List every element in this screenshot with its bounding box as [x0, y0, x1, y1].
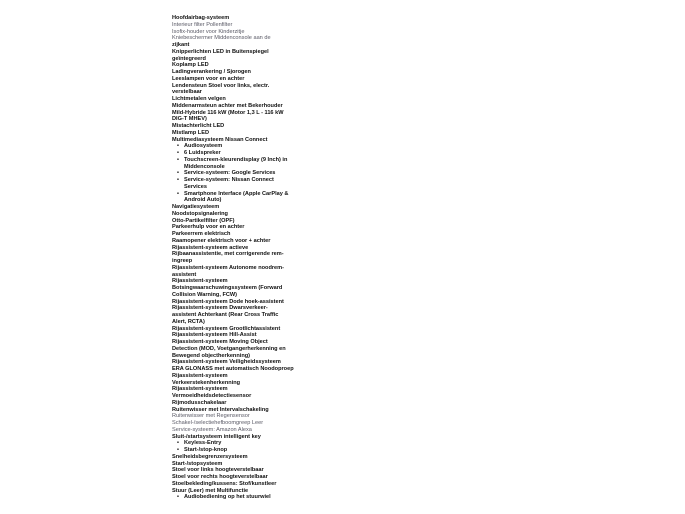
bullet-item: • Service-systeem: Google Services	[172, 170, 372, 177]
list-line: Middenconsole	[184, 163, 225, 170]
list-line: Knipperlichten LED in Buitenspiegel	[172, 48, 269, 55]
list-line: Otto-Partikelfilter (OPF)	[172, 217, 235, 224]
list-line: Rijassistent-systeem Grootlichtassistent	[172, 325, 281, 332]
list-line: Koplamp LED	[172, 62, 209, 69]
list-line: Lichtmetalen velgen	[172, 96, 226, 102]
list-line: Rijassistent-systeem Dode hoek-assistent	[172, 298, 284, 305]
list-line: assistent	[172, 271, 197, 278]
list-line: Rijassistent-systeem Dwarsverkeer-	[172, 305, 268, 312]
bullet-item: • Smartphone Interface (Apple CarPlay &	[172, 191, 372, 198]
list-line: Collision Warning, FCW)	[172, 291, 238, 298]
list-line: Stoel voor rechts hoogteverstelbaar	[172, 474, 268, 480]
list-line: Ruitenwisser met Regensensor	[172, 413, 250, 420]
bullet-item: • Keyless-Entry	[172, 440, 372, 447]
list-line: Lendensteun Stoel voor links, electr.	[172, 82, 270, 89]
equipment-list	[172, 15, 372, 501]
list-line: Alert, RCTA)	[172, 318, 205, 325]
list-line: Stuur (Leer) met Multifunctie	[172, 487, 249, 494]
list-line: Rijassistent-systeem Hill-Assist	[172, 332, 257, 339]
list-line: Android Auto)	[184, 197, 222, 204]
list-line: Ladingverankering / Sjorogen	[172, 69, 251, 75]
list-line: Rijmodusschakelaar	[172, 399, 227, 406]
list-line: Raamopener elektrisch voor + achter	[172, 237, 271, 244]
list-line: Mistlamp LED	[172, 129, 209, 136]
list-line: Bewegend objectherkenning)	[172, 352, 251, 359]
list-line: Isofix-houder voor Kinderzitje	[172, 28, 245, 35]
list-line: Interieur filter Pollenfilter	[172, 21, 233, 28]
list-line: Detection (MOD, Voetgangerherkenning en	[172, 345, 286, 352]
list-line: Service-systeem: Amazon Alexa	[172, 426, 252, 433]
list-line: Verkeerstekenherkenning	[172, 379, 241, 386]
list-line: Services	[184, 183, 208, 190]
list-line: Mild-Hybride 116 kW (Motor 1,3 L - 116 kW	[172, 109, 284, 116]
list-line: Parkeerrem elektrisch	[172, 231, 231, 237]
list-line: Sluit-/startsysteem intelligent key	[172, 433, 261, 440]
bullet-item: • Audiosysteem	[172, 143, 372, 150]
list-line: Rijassistent-systeem	[172, 372, 228, 379]
list-line: Multimediasysteem Nissan Connect	[172, 136, 268, 143]
list-line: ERA GLONASS met automatisch Noodoproep	[172, 366, 294, 372]
list-line: Leeslampen voor en achter	[172, 75, 245, 82]
list-line: Kniebeschermer Middenconsole aan de	[172, 35, 271, 42]
bullet-item: • Touchscreen-kleurendisplay (9 Inch) in	[172, 157, 372, 164]
list-line: Schakel-/selectiehefboomgreep Leer	[172, 420, 264, 426]
list-line: assistent Achterkant (Rear Cross Traffic	[172, 312, 279, 318]
list-line: Middenarmsteun achter met Bekerhouder	[172, 102, 283, 109]
bullet-item: • Audiobediening op het stuurwiel	[172, 494, 372, 501]
list-line: Rijassistent-systeem	[172, 386, 228, 393]
list-line: geïntegreerd	[172, 55, 206, 62]
list-line: Rijassistent-systeem actieve	[172, 244, 249, 251]
list-line: Mistachterlicht LED	[172, 123, 225, 129]
list-line: Rijassistent-systeem Veiligheidssysteem	[172, 359, 281, 366]
list-line: Parkeerhulp voor en achter	[172, 224, 245, 231]
list-line: Ruitenwisser met Intervalschakeling	[172, 406, 269, 413]
list-line: Start-/stopsysteem	[172, 460, 223, 467]
list-line: Noodstopsignalering	[172, 210, 228, 217]
list-line: DIG-T MHEV)	[172, 116, 207, 123]
bullet-item: • 6 Luidspreker	[172, 150, 372, 157]
list-line: Rijbaanassistentie, met corrigerende rem-	[172, 251, 284, 258]
list-line: ingreep	[172, 258, 193, 264]
bullet-item: • Service-systeem: Nissan Connect	[172, 177, 372, 184]
list-line: Rijassistent-systeem Moving Object	[172, 339, 268, 345]
list-line: Botsingwaarschuwingssysteem (Forward	[172, 285, 283, 291]
list-line: verstelbaar	[172, 89, 202, 96]
list-line: Snelheidsbegrenzersysteem	[172, 453, 248, 460]
list-line: Rijassistent-systeem	[172, 278, 228, 285]
list-line: Stoel voor links hoogteverstelbaar	[172, 467, 264, 474]
list-line: Rijassistent-systeem Autonome noodrem-	[172, 264, 285, 271]
list-line: Navigatiesysteem	[172, 204, 220, 210]
list-line: zijkant	[172, 42, 190, 48]
list-line: Hoofdairbag-systeem	[172, 15, 230, 21]
list-line: Vermoeidheidsdetectiesensor	[172, 393, 252, 399]
bullet-item: • Start-/stop-knop	[172, 447, 372, 454]
list-line: Stoelbekleding/kussens: Stof/kunstleer	[172, 480, 277, 487]
